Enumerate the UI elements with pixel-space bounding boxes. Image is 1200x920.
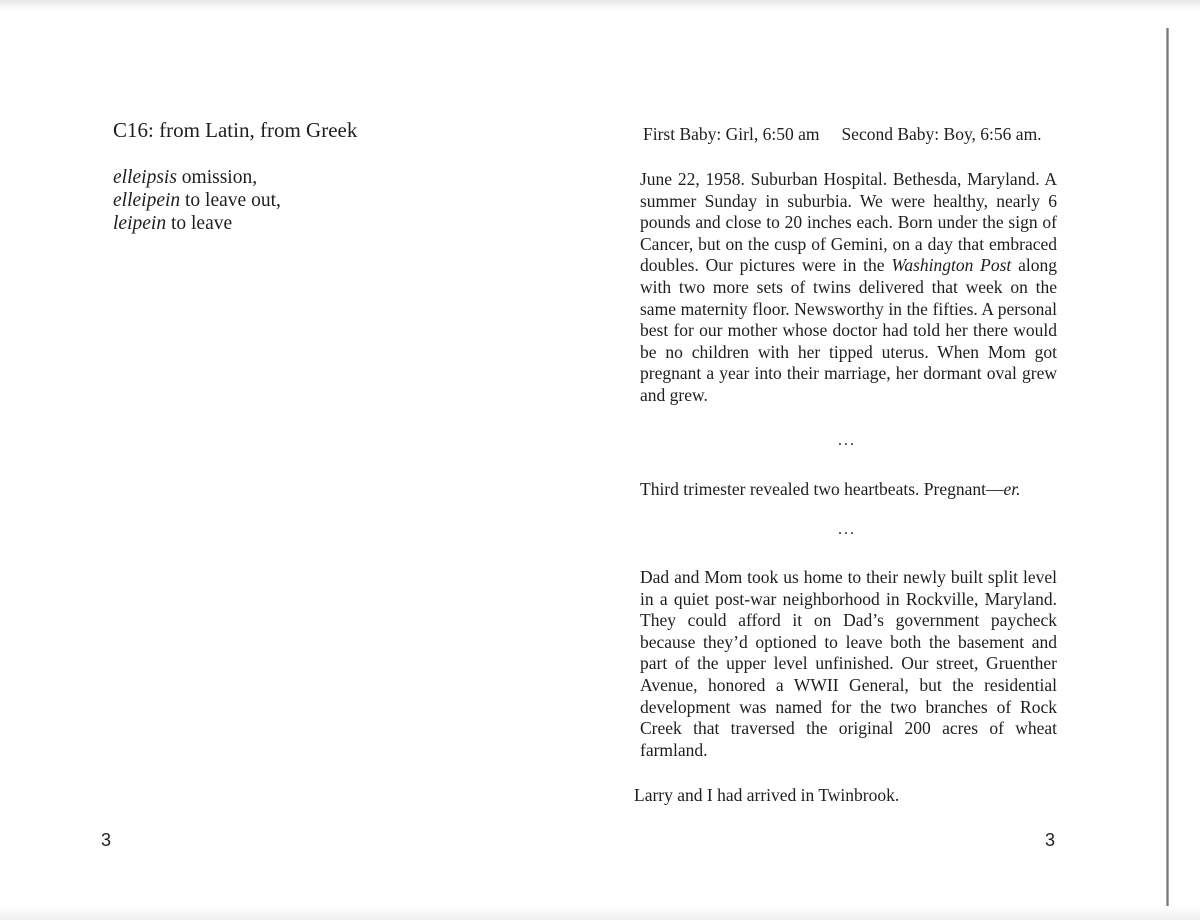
page-edge-line [1166, 28, 1169, 912]
second-baby-label: Second Baby: Boy, 6:56 am. [841, 124, 1042, 144]
etymology-line [113, 189, 281, 212]
section-break: ... [838, 432, 856, 449]
etymology-meaning: omission, [181, 167, 258, 188]
etymology-word: elleipsis [113, 167, 177, 188]
page-number-left: 3 [101, 830, 112, 850]
etymology-line [113, 166, 281, 189]
first-baby-label: First Baby: Girl, 6:50 am [643, 124, 820, 144]
etymology-list [113, 166, 281, 235]
etymology-word: elleipein [113, 190, 181, 211]
section-break: ... [838, 521, 856, 538]
etymology-line [113, 212, 281, 235]
paragraph-text: Third trimester revealed two heartbeats. Pregnant— [640, 479, 1004, 499]
paragraph-home: Dad and Mom took us home to their newly built split level in a quiet post-war neighborhood in Rockville, Maryland. They could afford it on Dad’s government paycheck because they’d optioned to leave both the basement and part of the upper level unfinished. Our street, Gruenther Avenue, honored a WWII General, but the residential development was named for the two branches of Rock Creek that traversed the original 200 acres of wheat farmland. [640, 567, 1057, 760]
right-page [583, 0, 1166, 920]
newspaper-title: Washington Post [891, 255, 1012, 276]
birth-times-line [643, 124, 1042, 145]
paragraph-text: along with two more sets of twins delivered that week on the same maternity floor. Newsworthy in the fifties. A personal best for our mother whose doctor had told her there would be no children with her tipped uterus. When Mom got pregnant a year into their marriage, her dormant oval grew and grew. [640, 255, 1057, 405]
paragraph-birth [640, 169, 1057, 407]
etymology-word: leipein [113, 213, 167, 234]
page-number-right: 3 [1045, 830, 1056, 850]
left-page [0, 0, 583, 920]
italic-suffix: er. [1003, 479, 1021, 499]
paragraph-trimester [640, 479, 1057, 501]
paragraph-arrival: Larry and I had arrived in Twinbrook. [634, 785, 900, 805]
etymology-heading: C16: from Latin, from Greek [113, 118, 358, 142]
etymology-meaning: to leave out, [185, 190, 281, 211]
paragraph-text: June 22, 1958. Suburban Hospital. Bethesda, Maryland. A summer Sunday in suburbia. We were healthy, nearly 6 pounds and close to 20 inches each. Born under the sign of Cancer, but on the cusp of Gemini, on a day that embraced doubles. Our pictures were in the [640, 169, 1057, 276]
etymology-meaning: to leave [170, 213, 233, 234]
